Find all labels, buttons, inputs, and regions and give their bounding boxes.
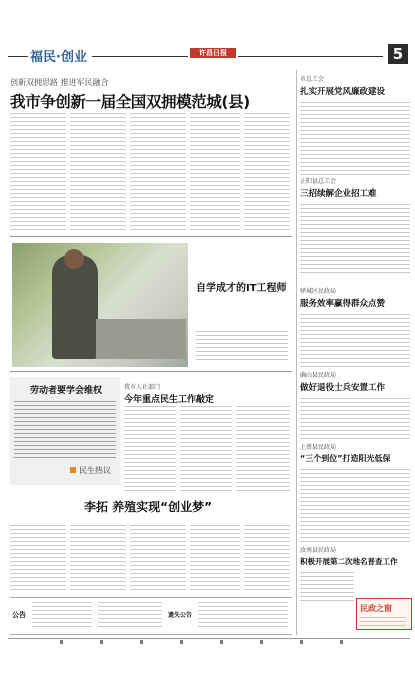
right-item-body (300, 204, 410, 274)
feature-body-col-2 (70, 525, 126, 593)
feature-body-col-3 (130, 525, 186, 593)
right-item-unit: 确山县民政局 (300, 372, 337, 379)
right-item-3 (300, 286, 410, 368)
right-item-4 (300, 370, 410, 442)
right-item-5 (300, 442, 410, 543)
notices-label: 公告 (12, 611, 26, 619)
photo-head (64, 249, 84, 269)
right-item-1 (300, 74, 410, 176)
photo-caption (196, 331, 288, 361)
right-item-body (300, 314, 410, 368)
right-item-title: “三个到位”打造阳光低保 (300, 454, 391, 463)
column-box-title: 劳动者要学会维权 (30, 386, 103, 396)
corner-box (356, 598, 412, 630)
right-item-title: 三招续解企业招工难 (300, 189, 377, 199)
right-item-body (300, 102, 410, 176)
right-item-unit: 市总工会 (300, 76, 325, 83)
page-number: 5 (392, 45, 404, 63)
lead-body-col-5 (244, 113, 290, 231)
middle-title: 今年重点民生工作敲定 (124, 395, 215, 405)
section-label: 福民·创业 (30, 50, 87, 65)
notices-label-2: 遗失公告 (168, 612, 193, 619)
feature-photo (12, 243, 188, 367)
footer-rule (8, 638, 410, 639)
right-column-divider (296, 70, 297, 635)
masthead-logo (190, 48, 236, 58)
photo-story-box (10, 236, 292, 372)
corner-body (360, 617, 406, 626)
masthead-text: 许昌日报 (199, 49, 227, 57)
feature-body-col-4 (190, 525, 240, 593)
feature-title: 李拓 养殖实现“创业梦” (84, 500, 212, 514)
footer-dots (60, 640, 380, 644)
right-item-body (300, 398, 410, 442)
feature-body-col-5 (244, 525, 290, 593)
lead-body-col-1 (10, 113, 66, 231)
page-header (8, 44, 408, 66)
right-item-title: 做好退役士兵安置工作 (300, 383, 386, 393)
photo-equipment (96, 319, 186, 359)
header-rule-mid (92, 56, 188, 57)
lead-body-col-2 (70, 113, 126, 231)
right-item-unit: 驿城区民政局 (300, 288, 337, 295)
lead-body-col-3 (130, 113, 186, 231)
lead-title: 我市争创新一届全国双拥模范城(县) (10, 93, 250, 111)
lead-body-col-4 (190, 113, 240, 231)
corner-title: 民政之窗 (360, 604, 392, 613)
column-tag (70, 465, 111, 476)
feature-body-col-1 (10, 525, 66, 593)
page-number-box (388, 44, 408, 64)
right-item-unit: 正阳县总工会 (300, 178, 337, 185)
middle-unit: 我市人社部门 (124, 384, 161, 391)
notices-body-3 (198, 602, 288, 628)
right-item-2 (300, 176, 410, 274)
notices-body-1 (32, 602, 92, 628)
photo-figure (52, 255, 98, 359)
right-item-title: 积极开展第二次地名普查工作 (300, 557, 398, 566)
lead-kicker: 创新双拥思路 推进军民融合 (10, 78, 109, 87)
header-rule-left (8, 56, 28, 57)
column-tag-icon (70, 467, 76, 473)
column-box-body (14, 401, 116, 461)
column-box (10, 377, 120, 485)
right-item-unit: 上蔡县民政局 (300, 444, 337, 451)
column-tag-label: 民生热议 (79, 466, 111, 475)
notices-band (10, 597, 292, 635)
header-rule-right (238, 56, 383, 57)
right-item-body (300, 469, 410, 543)
right-item-6 (300, 545, 410, 602)
right-item-unit: 汝南县民政局 (300, 547, 337, 554)
notices-body-2 (98, 602, 162, 628)
right-item-body (300, 572, 354, 602)
middle-body-col-1 (124, 406, 176, 492)
photo-story-title: 自学成才的IT工程师 (196, 283, 287, 294)
middle-body-col-2 (180, 406, 232, 492)
middle-body-col-3 (236, 406, 290, 492)
right-item-title: 服务效率赢得群众点赞 (300, 299, 386, 309)
right-item-title: 扎实开展党风廉政建设 (300, 87, 386, 97)
